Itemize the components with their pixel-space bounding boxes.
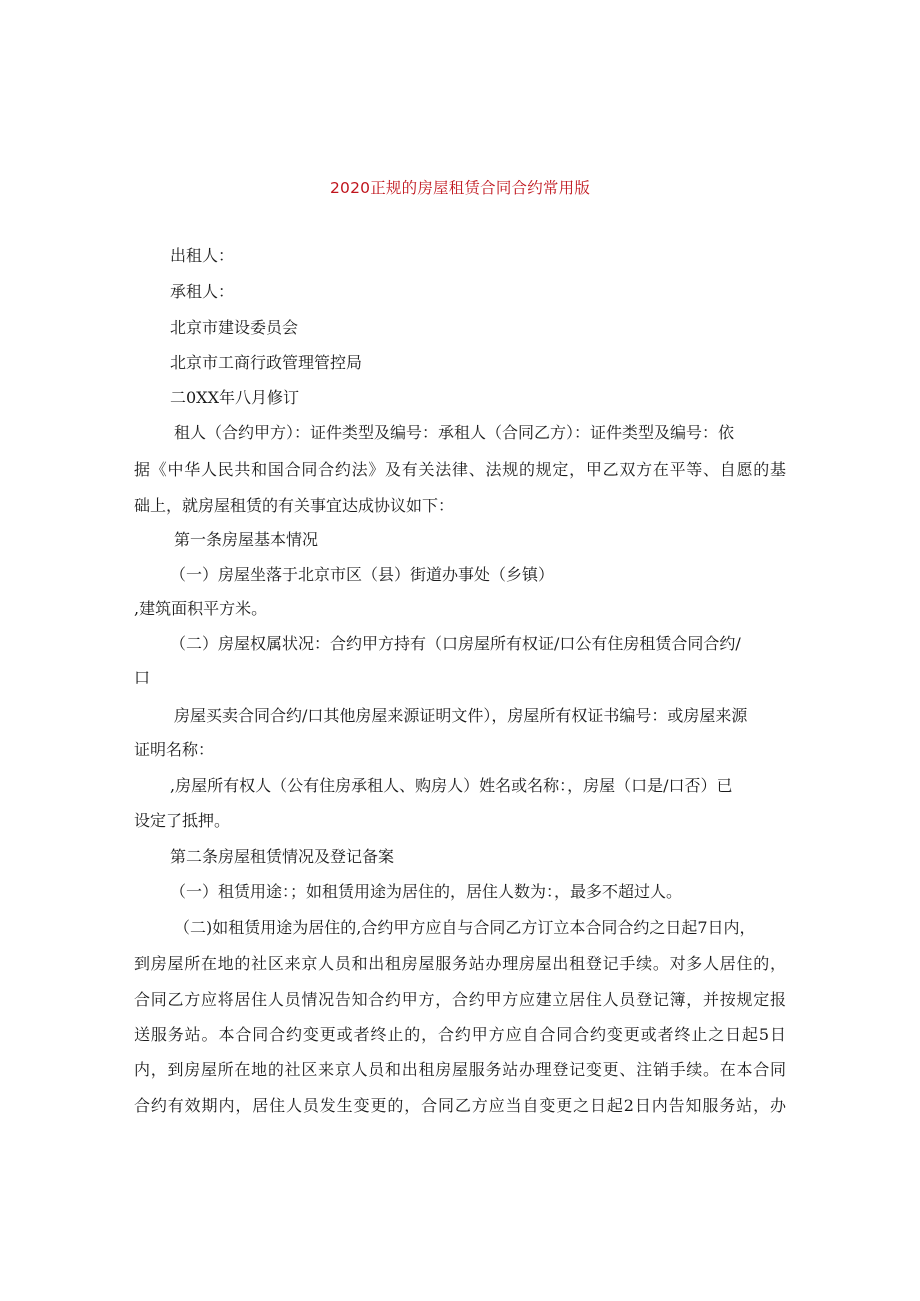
- issuer-commerce: 北京市工商行政管理管控局: [170, 353, 363, 372]
- paragraph-line: 证明名称：: [134, 740, 215, 759]
- paragraph-line: 合约有效期内，居住人员发生变更的，合同乙方应当自变更之日起2日内告知服务站，办: [134, 1096, 786, 1115]
- issuer-construction: 北京市建设委员会: [170, 318, 299, 337]
- paragraph-line: ,建筑面积平方米。: [134, 599, 268, 618]
- revision-date: 二0XX年八月修订: [170, 388, 299, 407]
- document-title: 2020正规的房屋租赁合同合约常用版: [329, 179, 591, 197]
- paragraph-line: 到房屋所在地的社区来京人员和出租房屋服务站办理房屋出租登记手续。对多人居住的，: [134, 954, 786, 973]
- paragraph-line: 口: [134, 668, 151, 687]
- paragraph-line: 合同乙方应将居住人员情况告知合约甲方，合约甲方应建立居住人员登记簿，并按规定报: [134, 990, 786, 1009]
- paragraph-line: 租人（合约甲方）：证件类型及编号：承租人（合同乙方）：证件类型及编号：依: [174, 423, 735, 442]
- lessee-label: 承租人：: [170, 282, 235, 301]
- article-heading: 第一条房屋基本情况: [174, 530, 319, 549]
- paragraph-line: 内，到房屋所在地的社区来京人员和出租房屋服务站办理登记变更、注销手续。在本合同: [134, 1060, 786, 1079]
- paragraph-line: 房屋买卖合同合约/口其他房屋来源证明文件），房屋所有权证书编号：或房屋来源: [174, 706, 748, 725]
- paragraph-line: 送服务站。本合同合约变更或者终止的，合约甲方应自合同合约变更或者终止之日起5日: [134, 1025, 786, 1044]
- paragraph-line: （二）房屋权属状况：合约甲方持有（口房屋所有权证/口公有住房租赁合同合约/: [170, 634, 741, 653]
- paragraph-line: 据《中华人民共和国合同合约法》及有关法律、法规的规定，甲乙双方在平等、自愿的基: [134, 460, 786, 479]
- lessor-label: 出租人：: [170, 246, 235, 265]
- paragraph-line: （一）房屋坐落于北京市区（县）街道办事处（乡镇）: [170, 565, 555, 584]
- paragraph-line: ,房屋所有权人（公有住房承租人、购房人）姓名或名称：，房屋（口是/口否）已: [170, 776, 733, 795]
- paragraph-line: （二)如租赁用途为居住的,合约甲方应自与合同乙方订立本合同合约之日起7日内，: [174, 918, 756, 937]
- paragraph-line: 设定了抵押。: [134, 811, 231, 830]
- article-heading: 第二条房屋租赁情况及登记备案: [170, 847, 395, 866]
- paragraph-line: 础上，就房屋租赁的有关事宜达成协议如下：: [134, 496, 455, 515]
- paragraph-line: （一）租赁用途：；如租赁用途为居住的，居住人数为：，最多不超过人。: [170, 882, 683, 901]
